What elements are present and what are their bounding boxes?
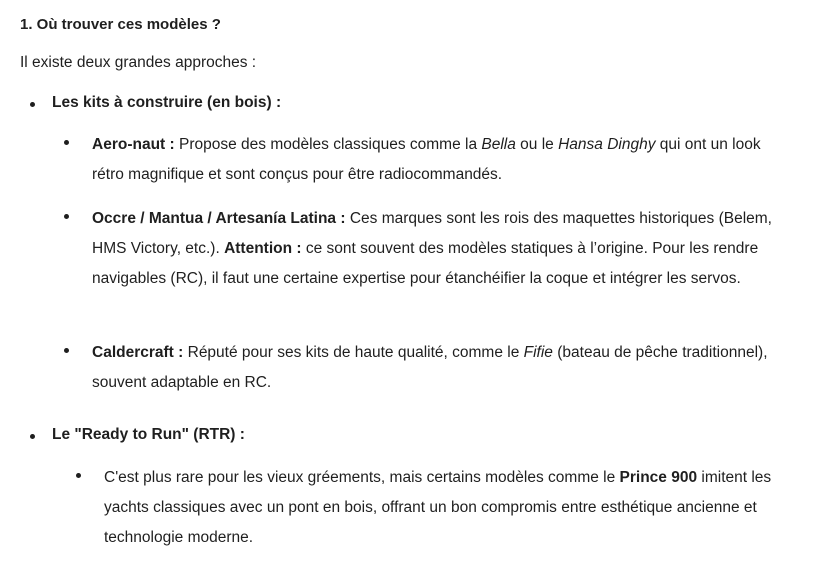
text: Ces marques sont les rois des maquettes historiques (Belem, HMS Victory, etc.). <box>92 210 772 257</box>
list-item-title: Les kits à construire (en bois) : <box>52 94 282 111</box>
text: Propose des modèles classiques comme la <box>174 136 482 153</box>
list-item-aeronaut <box>64 130 804 190</box>
text: Réputé pour ses kits de haute qualité, comme le <box>183 344 524 361</box>
bullet-icon <box>64 348 69 353</box>
model-name: Fifie <box>523 344 553 361</box>
text: (bateau de pêche traditionnel), souvent adaptable en RC. <box>92 344 768 391</box>
intro-text: Il existe deux grandes approches : <box>20 54 257 71</box>
list-item-occre <box>64 204 804 294</box>
bullet-icon <box>64 140 69 145</box>
section-heading: 1. Où trouver ces modèles ? <box>20 16 221 33</box>
model-name: Hansa Dinghy <box>558 136 656 153</box>
text: ou le <box>515 136 559 153</box>
brand-name: Caldercraft : <box>92 344 184 361</box>
warning-label: Attention : <box>224 240 302 257</box>
list-item-prince <box>76 463 816 553</box>
text: imitent les yachts classiques avec un pont en bois, offrant un bon compromis entre esthétique ancienne et technologie moderne. <box>104 469 772 546</box>
brand-name: Aero-naut : <box>92 136 175 153</box>
text: ce sont souvent des modèles statiques à l’origine. Pour les rendre navigables (RC), il faut une certaine expertise pour étanchéifier la coque et intégrer les servos. <box>92 240 759 287</box>
list-item-title: Le "Ready to Run" (RTR) : <box>52 426 245 443</box>
model-name: Prince 900 <box>619 469 698 486</box>
bullet-icon <box>30 434 35 439</box>
brand-name: Occre / Mantua / Artesanía Latina : <box>92 210 346 227</box>
list-item-caldercraft <box>64 338 804 398</box>
bullet-icon <box>64 214 69 219</box>
text: C'est plus rare pour les vieux gréements, mais certains modèles comme le <box>104 469 620 486</box>
bullet-icon <box>76 473 81 478</box>
model-name: Bella <box>481 136 516 153</box>
text: qui ont un look rétro magnifique et sont conçus pour être radiocommandés. <box>92 136 761 183</box>
bullet-icon <box>30 102 35 107</box>
